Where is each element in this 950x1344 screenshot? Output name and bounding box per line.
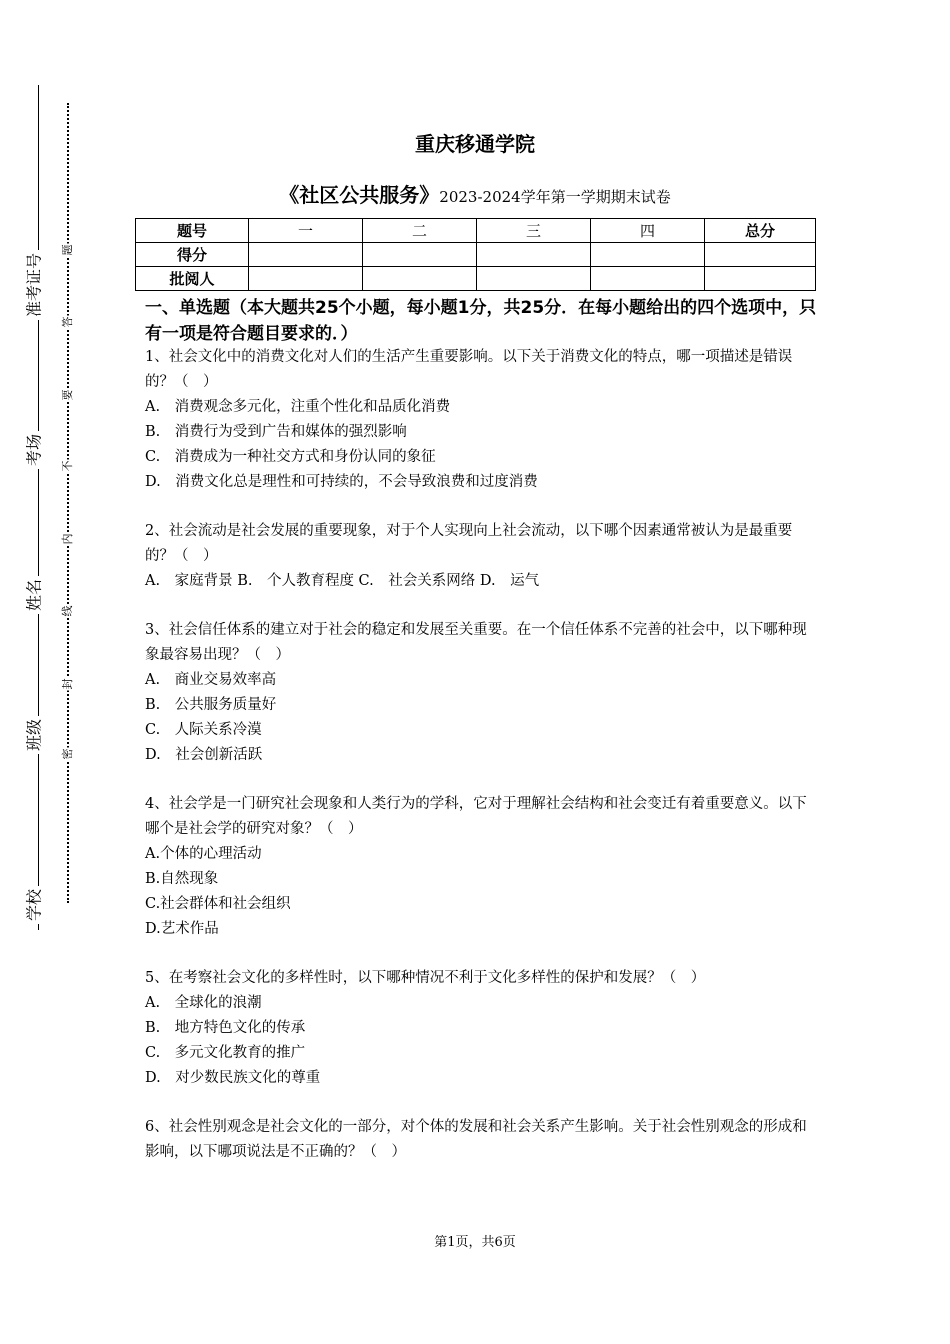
- seal-dotted-line: [67, 103, 69, 903]
- score-table: [135, 218, 816, 291]
- row-header: 批阅人: [136, 267, 249, 291]
- question-stem: 4、社会学是一门研究社会现象和人类行为的学科，它对于理解社会结构和社会变迁有着重要意义。以下哪个是社会学的研究对象？（ ）: [145, 796, 807, 837]
- question-1: [145, 345, 817, 495]
- question-5: [145, 966, 817, 1091]
- option-a: A. 消费观念多元化，注重个性化和品质化消费: [145, 399, 451, 415]
- school-name: 重庆移通学院: [415, 132, 535, 156]
- column-header: 题号: [136, 219, 249, 243]
- option-d: D.艺术作品: [145, 921, 219, 937]
- question-3: [145, 618, 817, 768]
- score-cell[interactable]: [363, 243, 477, 267]
- score-cell[interactable]: [705, 243, 816, 267]
- question-6: [145, 1115, 817, 1165]
- binding-line: [38, 85, 39, 930]
- option-b: B. 公共服务质量好: [145, 697, 277, 713]
- option-c: C. 多元文化教育的推广: [145, 1045, 306, 1061]
- section-title: 一、单选题（本大题共25个小题，每小题1分，共25分．在每小题给出的四个选项中，只有一项是符合题目要求的．）: [145, 298, 817, 344]
- seal-notice-char: 不: [61, 460, 74, 472]
- question-4: [145, 792, 817, 942]
- grader-cell[interactable]: [477, 267, 591, 291]
- option-c: C. 人际关系冷漠: [145, 722, 262, 738]
- seal-notice-char: 题: [61, 244, 74, 256]
- exam-term: 2023-2024学年第一学期期末试卷: [439, 188, 671, 206]
- question-2: [145, 519, 817, 594]
- seal-notice-char: 内: [61, 533, 74, 545]
- option-b: B.自然现象: [145, 871, 219, 887]
- question-stem: 6、社会性别观念是社会文化的一部分，对个体的发展和社会关系产生影响。关于社会性别观念的形成和影响，以下哪项说法是不正确的？（ ）: [145, 1119, 807, 1160]
- exam-title: [0, 179, 950, 208]
- column-header: 四: [591, 219, 705, 243]
- class-label: 班级: [22, 716, 45, 754]
- grader-row: [136, 267, 816, 291]
- option-a: A. 全球化的浪潮: [145, 995, 262, 1011]
- option-c: C.社会群体和社会组织: [145, 896, 291, 912]
- school-label: 学校: [22, 886, 45, 924]
- question-stem: 2、社会流动是社会发展的重要现象，对于个人实现向上社会流动，以下哪个因素通常被认为是最重要的？（ ）: [145, 523, 793, 564]
- seal-notice-char: 密: [61, 748, 74, 760]
- course-name: 《社区公共服务》: [279, 183, 440, 207]
- score-row: [136, 243, 816, 267]
- option-a: A. 商业交易效率高: [145, 672, 277, 688]
- name-label: 姓名: [22, 576, 45, 614]
- exam-room-label: 考场: [22, 431, 45, 469]
- grader-cell[interactable]: [591, 267, 705, 291]
- column-header: 一: [249, 219, 363, 243]
- options-line: A. 家庭背景 B. 个人教育程度 C. 社会关系网络 D. 运气: [145, 573, 540, 589]
- row-header: 得分: [136, 243, 249, 267]
- option-a: A.个体的心理活动: [145, 846, 262, 862]
- column-header: 三: [477, 219, 591, 243]
- seal-notice-char: 线: [61, 605, 74, 617]
- page-number: 第1页，共6页: [434, 1235, 516, 1250]
- option-d: D. 社会创新活跃: [145, 747, 263, 763]
- grader-cell[interactable]: [249, 267, 363, 291]
- seal-notice-char: 答: [61, 316, 74, 328]
- question-stem: 1、社会文化中的消费文化对人们的生活产生重要影响。以下关于消费文化的特点，哪一项描述是错误的？（ ）: [145, 349, 793, 390]
- question-stem: 3、社会信任体系的建立对于社会的稳定和发展至关重要。在一个信任体系不完善的社会中，以下哪种现象最容易出现？（ ）: [145, 622, 807, 663]
- option-c: C. 消费成为一种社交方式和身份认同的象征: [145, 449, 436, 465]
- grader-cell[interactable]: [363, 267, 477, 291]
- column-header: 总分: [705, 219, 816, 243]
- score-cell[interactable]: [249, 243, 363, 267]
- score-cell[interactable]: [477, 243, 591, 267]
- score-table-header-row: [136, 219, 816, 243]
- option-b: B. 消费行为受到广告和媒体的强烈影响: [145, 424, 407, 440]
- seal-notice-char: 要: [61, 389, 74, 401]
- column-header: 二: [363, 219, 477, 243]
- option-d: D. 消费文化总是理性和可持续的，不会导致浪费和过度消费: [145, 474, 538, 490]
- option-b: B. 地方特色文化的传承: [145, 1020, 306, 1036]
- grader-cell[interactable]: [705, 267, 816, 291]
- option-d: D. 对少数民族文化的尊重: [145, 1070, 321, 1086]
- question-stem: 5、在考察社会文化的多样性时，以下哪种情况不利于文化多样性的保护和发展？（ ）: [145, 970, 706, 986]
- score-cell[interactable]: [591, 243, 705, 267]
- seal-notice-char: 封: [61, 678, 74, 690]
- question-list: [145, 345, 817, 1189]
- exam-id-label: 准考证号: [22, 250, 45, 320]
